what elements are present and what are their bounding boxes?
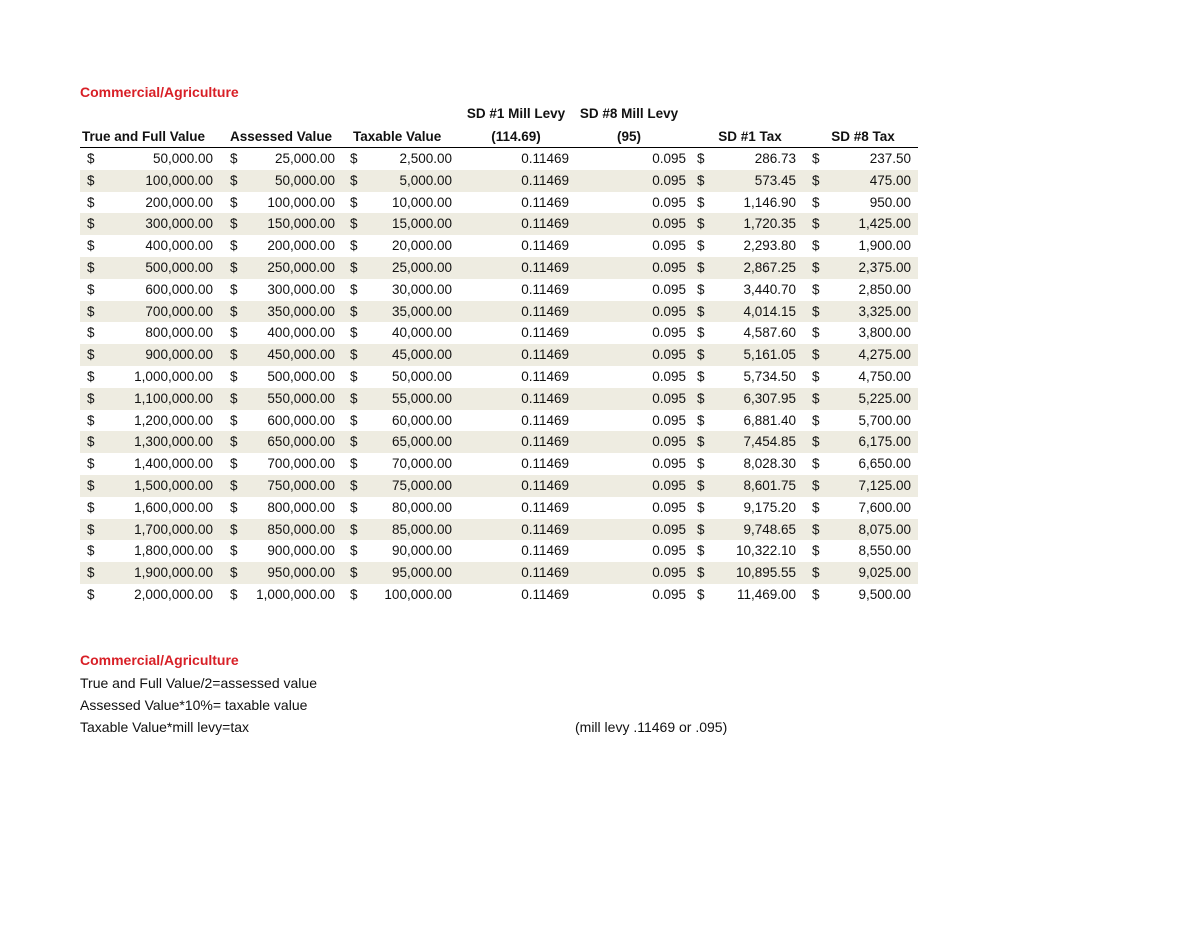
cell-sd8-tax: 3,325.00 bbox=[858, 303, 911, 319]
cell-sd1-tax: 6,307.95 bbox=[743, 390, 796, 406]
currency-symbol: $ bbox=[812, 303, 820, 319]
table-row bbox=[80, 322, 918, 344]
currency-symbol: $ bbox=[697, 347, 705, 363]
cell-sd8-levy: 0.095 bbox=[652, 368, 686, 384]
cell-sd1-tax: 4,014.15 bbox=[743, 303, 796, 319]
currency-symbol: $ bbox=[87, 565, 95, 581]
currency-symbol: $ bbox=[87, 347, 95, 363]
currency-symbol: $ bbox=[812, 412, 820, 428]
cell-sd1-tax: 6,881.40 bbox=[743, 412, 796, 428]
currency-symbol: $ bbox=[87, 325, 95, 341]
currency-symbol: $ bbox=[697, 216, 705, 232]
cell-sd1-levy: 0.11469 bbox=[521, 586, 569, 602]
currency-symbol: $ bbox=[697, 521, 705, 537]
currency-symbol: $ bbox=[350, 477, 358, 493]
table-row bbox=[80, 344, 918, 366]
currency-symbol: $ bbox=[230, 325, 238, 341]
table-row bbox=[80, 584, 918, 606]
cell-assessed-value: 100,000.00 bbox=[267, 194, 335, 210]
cell-sd8-tax: 237.50 bbox=[869, 151, 911, 166]
table-row bbox=[80, 257, 918, 279]
cell-sd8-tax: 3,800.00 bbox=[858, 325, 911, 341]
currency-symbol: $ bbox=[350, 194, 358, 210]
currency-symbol: $ bbox=[350, 521, 358, 537]
cell-taxable-value: 65,000.00 bbox=[391, 434, 452, 450]
currency-symbol: $ bbox=[230, 499, 238, 515]
cell-taxable-value: 20,000.00 bbox=[391, 238, 452, 254]
currency-symbol: $ bbox=[350, 347, 358, 363]
currency-symbol: $ bbox=[812, 238, 820, 254]
cell-assessed-value: 550,000.00 bbox=[267, 390, 335, 406]
cell-true-full-value: 400,000.00 bbox=[145, 238, 213, 254]
notes-title: Commercial/Agriculture bbox=[80, 652, 239, 668]
table-row bbox=[80, 213, 918, 235]
cell-sd8-levy: 0.095 bbox=[652, 521, 686, 537]
currency-symbol: $ bbox=[697, 390, 705, 406]
cell-assessed-value: 500,000.00 bbox=[267, 368, 335, 384]
currency-symbol: $ bbox=[87, 499, 95, 515]
cell-sd8-tax: 6,650.00 bbox=[858, 456, 911, 472]
cell-sd8-levy: 0.095 bbox=[652, 543, 686, 559]
cell-sd8-tax: 475.00 bbox=[869, 172, 911, 188]
cell-sd8-levy: 0.095 bbox=[652, 325, 686, 341]
table-row bbox=[80, 301, 918, 323]
currency-symbol: $ bbox=[87, 216, 95, 232]
cell-sd8-levy: 0.095 bbox=[652, 303, 686, 319]
cell-sd1-tax: 11,469.00 bbox=[736, 586, 796, 602]
cell-sd8-tax: 8,550.00 bbox=[858, 543, 911, 559]
currency-symbol: $ bbox=[350, 259, 358, 275]
cell-sd8-levy: 0.095 bbox=[652, 172, 686, 188]
cell-sd1-levy: 0.11469 bbox=[521, 281, 569, 297]
currency-symbol: $ bbox=[230, 412, 238, 428]
cell-assessed-value: 1,000,000.00 bbox=[256, 586, 335, 602]
table-row bbox=[80, 192, 918, 214]
cell-taxable-value: 40,000.00 bbox=[391, 325, 452, 341]
currency-symbol: $ bbox=[697, 434, 705, 450]
cell-true-full-value: 1,900,000.00 bbox=[134, 565, 213, 581]
cell-sd8-tax: 9,025.00 bbox=[858, 565, 911, 581]
cell-true-full-value: 50,000.00 bbox=[152, 151, 213, 166]
cell-sd8-levy: 0.095 bbox=[652, 456, 686, 472]
cell-sd1-levy: 0.11469 bbox=[521, 325, 569, 341]
currency-symbol: $ bbox=[812, 477, 820, 493]
cell-assessed-value: 250,000.00 bbox=[267, 259, 335, 275]
cell-sd1-levy: 0.11469 bbox=[521, 390, 569, 406]
table-row bbox=[80, 431, 918, 453]
currency-symbol: $ bbox=[87, 390, 95, 406]
currency-symbol: $ bbox=[812, 216, 820, 232]
cell-taxable-value: 25,000.00 bbox=[391, 259, 452, 275]
cell-assessed-value: 25,000.00 bbox=[274, 151, 335, 166]
currency-symbol: $ bbox=[87, 151, 95, 166]
cell-sd1-tax: 9,748.65 bbox=[743, 521, 796, 537]
cell-sd1-tax: 8,028.30 bbox=[743, 456, 796, 472]
cell-true-full-value: 300,000.00 bbox=[145, 216, 213, 232]
cell-true-full-value: 1,500,000.00 bbox=[134, 477, 213, 493]
cell-taxable-value: 80,000.00 bbox=[391, 499, 452, 515]
currency-symbol: $ bbox=[230, 238, 238, 254]
cell-sd8-tax: 7,125.00 bbox=[858, 477, 911, 493]
cell-sd1-tax: 5,161.05 bbox=[743, 347, 796, 363]
currency-symbol: $ bbox=[697, 565, 705, 581]
cell-sd1-levy: 0.11469 bbox=[521, 368, 569, 384]
currency-symbol: $ bbox=[230, 151, 238, 166]
currency-symbol: $ bbox=[350, 281, 358, 297]
cell-true-full-value: 600,000.00 bbox=[145, 281, 213, 297]
currency-symbol: $ bbox=[350, 151, 358, 166]
currency-symbol: $ bbox=[230, 434, 238, 450]
cell-taxable-value: 45,000.00 bbox=[391, 347, 452, 363]
cell-assessed-value: 300,000.00 bbox=[267, 281, 335, 297]
currency-symbol: $ bbox=[350, 238, 358, 254]
cell-sd1-levy: 0.11469 bbox=[521, 477, 569, 493]
cell-true-full-value: 2,000,000.00 bbox=[134, 586, 213, 602]
cell-sd8-tax: 4,275.00 bbox=[858, 347, 911, 363]
currency-symbol: $ bbox=[350, 434, 358, 450]
table-row bbox=[80, 170, 918, 192]
cell-true-full-value: 900,000.00 bbox=[145, 347, 213, 363]
table-row bbox=[80, 519, 918, 541]
cell-assessed-value: 950,000.00 bbox=[267, 565, 335, 581]
cell-taxable-value: 90,000.00 bbox=[391, 543, 452, 559]
cell-sd8-levy: 0.095 bbox=[652, 412, 686, 428]
table-row bbox=[80, 562, 918, 584]
cell-sd1-levy: 0.11469 bbox=[521, 456, 569, 472]
currency-symbol: $ bbox=[697, 281, 705, 297]
cell-sd8-tax: 5,225.00 bbox=[858, 390, 911, 406]
currency-symbol: $ bbox=[87, 521, 95, 537]
currency-symbol: $ bbox=[350, 325, 358, 341]
cell-taxable-value: 2,500.00 bbox=[399, 151, 452, 166]
currency-symbol: $ bbox=[87, 368, 95, 384]
cell-sd8-levy: 0.095 bbox=[652, 499, 686, 515]
cell-sd1-levy: 0.11469 bbox=[521, 543, 569, 559]
currency-symbol: $ bbox=[812, 390, 820, 406]
currency-symbol: $ bbox=[697, 456, 705, 472]
cell-taxable-value: 15,000.00 bbox=[391, 216, 452, 232]
cell-sd1-levy: 0.11469 bbox=[521, 259, 569, 275]
currency-symbol: $ bbox=[697, 368, 705, 384]
cell-sd1-levy: 0.11469 bbox=[521, 565, 569, 581]
cell-true-full-value: 1,300,000.00 bbox=[134, 434, 213, 450]
currency-symbol: $ bbox=[87, 586, 95, 602]
cell-sd1-levy: 0.11469 bbox=[521, 172, 569, 188]
header-true-full-value: True and Full Value bbox=[82, 129, 206, 144]
table-row bbox=[80, 453, 918, 475]
cell-true-full-value: 1,000,000.00 bbox=[134, 368, 213, 384]
cell-sd8-levy: 0.095 bbox=[652, 216, 686, 232]
cell-sd1-levy: 0.11469 bbox=[521, 347, 569, 363]
currency-symbol: $ bbox=[697, 325, 705, 341]
currency-symbol: $ bbox=[230, 477, 238, 493]
section-title: Commercial/Agriculture bbox=[80, 84, 239, 100]
currency-symbol: $ bbox=[230, 259, 238, 275]
currency-symbol: $ bbox=[230, 347, 238, 363]
cell-true-full-value: 500,000.00 bbox=[145, 259, 213, 275]
cell-true-full-value: 1,200,000.00 bbox=[134, 412, 213, 428]
currency-symbol: $ bbox=[87, 281, 95, 297]
cell-sd8-levy: 0.095 bbox=[652, 434, 686, 450]
cell-taxable-value: 30,000.00 bbox=[391, 281, 452, 297]
cell-true-full-value: 1,600,000.00 bbox=[134, 499, 213, 515]
table-row bbox=[80, 497, 918, 519]
cell-sd1-levy: 0.11469 bbox=[521, 434, 569, 450]
cell-assessed-value: 150,000.00 bbox=[267, 216, 335, 232]
cell-assessed-value: 600,000.00 bbox=[267, 412, 335, 428]
cell-true-full-value: 1,100,000.00 bbox=[134, 390, 213, 406]
cell-assessed-value: 400,000.00 bbox=[267, 325, 335, 341]
currency-symbol: $ bbox=[230, 521, 238, 537]
cell-assessed-value: 50,000.00 bbox=[274, 172, 335, 188]
currency-symbol: $ bbox=[230, 390, 238, 406]
table-row bbox=[80, 410, 918, 432]
table-row bbox=[80, 366, 918, 388]
table-row bbox=[80, 148, 918, 170]
currency-symbol: $ bbox=[697, 238, 705, 254]
cell-sd1-levy: 0.11469 bbox=[521, 499, 569, 515]
cell-sd1-tax: 286.73 bbox=[754, 151, 796, 166]
cell-sd1-levy: 0.11469 bbox=[521, 238, 569, 254]
cell-assessed-value: 900,000.00 bbox=[267, 543, 335, 559]
cell-sd1-tax: 10,895.55 bbox=[735, 565, 796, 581]
cell-sd1-tax: 3,440.70 bbox=[743, 281, 796, 297]
currency-symbol: $ bbox=[350, 303, 358, 319]
currency-symbol: $ bbox=[87, 456, 95, 472]
currency-symbol: $ bbox=[350, 586, 358, 602]
cell-sd8-levy: 0.095 bbox=[652, 259, 686, 275]
currency-symbol: $ bbox=[230, 456, 238, 472]
cell-taxable-value: 100,000.00 bbox=[384, 586, 452, 602]
currency-symbol: $ bbox=[350, 565, 358, 581]
currency-symbol: $ bbox=[697, 303, 705, 319]
currency-symbol: $ bbox=[230, 368, 238, 384]
currency-symbol: $ bbox=[350, 368, 358, 384]
cell-assessed-value: 850,000.00 bbox=[267, 521, 335, 537]
cell-sd8-tax: 1,425.00 bbox=[858, 216, 911, 232]
cell-sd1-tax: 2,867.25 bbox=[743, 259, 796, 275]
currency-symbol: $ bbox=[230, 172, 238, 188]
currency-symbol: $ bbox=[812, 281, 820, 297]
currency-symbol: $ bbox=[87, 172, 95, 188]
cell-sd8-tax: 4,750.00 bbox=[858, 368, 911, 384]
currency-symbol: $ bbox=[230, 216, 238, 232]
cell-true-full-value: 1,700,000.00 bbox=[134, 521, 213, 537]
cell-taxable-value: 35,000.00 bbox=[391, 303, 452, 319]
cell-taxable-value: 95,000.00 bbox=[391, 565, 452, 581]
table-row bbox=[80, 279, 918, 301]
cell-sd8-levy: 0.095 bbox=[652, 565, 686, 581]
cell-sd8-levy: 0.095 bbox=[652, 151, 686, 166]
cell-sd8-tax: 1,900.00 bbox=[858, 238, 911, 254]
currency-symbol: $ bbox=[230, 565, 238, 581]
currency-symbol: $ bbox=[812, 325, 820, 341]
currency-symbol: $ bbox=[812, 456, 820, 472]
cell-sd8-tax: 950.00 bbox=[869, 194, 911, 210]
cell-sd8-tax: 9,500.00 bbox=[858, 586, 911, 602]
cell-sd1-levy: 0.11469 bbox=[521, 151, 569, 166]
currency-symbol: $ bbox=[812, 543, 820, 559]
header-sd1-tax: SD #1 Tax bbox=[718, 129, 782, 144]
currency-symbol: $ bbox=[812, 434, 820, 450]
cell-sd1-levy: 0.11469 bbox=[521, 521, 569, 537]
cell-taxable-value: 5,000.00 bbox=[399, 172, 452, 188]
tax-table bbox=[80, 148, 918, 606]
header-sd1-levy-value: (114.69) bbox=[491, 129, 541, 144]
currency-symbol: $ bbox=[230, 194, 238, 210]
cell-sd1-levy: 0.11469 bbox=[521, 303, 569, 319]
cell-sd8-tax: 7,600.00 bbox=[858, 499, 911, 515]
currency-symbol: $ bbox=[812, 521, 820, 537]
currency-symbol: $ bbox=[697, 477, 705, 493]
note-line: Taxable Value*mill levy=tax bbox=[80, 719, 249, 735]
cell-taxable-value: 60,000.00 bbox=[391, 412, 452, 428]
cell-sd1-levy: 0.11469 bbox=[521, 216, 569, 232]
currency-symbol: $ bbox=[350, 216, 358, 232]
currency-symbol: $ bbox=[87, 303, 95, 319]
cell-true-full-value: 200,000.00 bbox=[145, 194, 213, 210]
cell-true-full-value: 700,000.00 bbox=[145, 303, 213, 319]
header-sd1-levy: SD #1 Mill Levy bbox=[466, 106, 566, 121]
cell-sd1-tax: 4,587.60 bbox=[743, 325, 796, 341]
note-line: True and Full Value/2=assessed value bbox=[80, 675, 317, 691]
cell-sd1-tax: 8,601.75 bbox=[743, 477, 796, 493]
cell-taxable-value: 10,000.00 bbox=[391, 194, 452, 210]
header-sd8-levy-value: (95) bbox=[616, 129, 641, 144]
currency-symbol: $ bbox=[350, 390, 358, 406]
currency-symbol: $ bbox=[230, 543, 238, 559]
currency-symbol: $ bbox=[87, 259, 95, 275]
currency-symbol: $ bbox=[812, 194, 820, 210]
cell-sd8-tax: 8,075.00 bbox=[858, 521, 911, 537]
currency-symbol: $ bbox=[697, 172, 705, 188]
cell-assessed-value: 200,000.00 bbox=[267, 238, 335, 254]
currency-symbol: $ bbox=[350, 543, 358, 559]
levy-note: (mill levy .11469 or .095) bbox=[575, 719, 728, 735]
cell-assessed-value: 800,000.00 bbox=[267, 499, 335, 515]
header-sd8-levy: SD #8 Mill Levy bbox=[579, 106, 679, 121]
cell-sd8-levy: 0.095 bbox=[652, 586, 686, 602]
cell-sd8-levy: 0.095 bbox=[652, 194, 686, 210]
currency-symbol: $ bbox=[350, 412, 358, 428]
cell-true-full-value: 1,800,000.00 bbox=[134, 543, 213, 559]
currency-symbol: $ bbox=[812, 172, 820, 188]
cell-sd8-tax: 2,850.00 bbox=[858, 281, 911, 297]
cell-assessed-value: 750,000.00 bbox=[267, 477, 335, 493]
currency-symbol: $ bbox=[87, 477, 95, 493]
cell-taxable-value: 70,000.00 bbox=[391, 456, 452, 472]
cell-taxable-value: 50,000.00 bbox=[391, 368, 452, 384]
cell-sd1-tax: 573.45 bbox=[754, 172, 796, 188]
cell-sd1-tax: 2,293.80 bbox=[743, 238, 796, 254]
currency-symbol: $ bbox=[87, 194, 95, 210]
currency-symbol: $ bbox=[697, 151, 705, 166]
header-sd8-tax: SD #8 Tax bbox=[831, 129, 895, 144]
cell-sd1-tax: 1,146.90 bbox=[743, 194, 796, 210]
currency-symbol: $ bbox=[697, 499, 705, 515]
cell-sd1-tax: 7,454.85 bbox=[743, 434, 796, 450]
cell-assessed-value: 650,000.00 bbox=[267, 434, 335, 450]
currency-symbol: $ bbox=[87, 412, 95, 428]
cell-sd8-levy: 0.095 bbox=[652, 347, 686, 363]
cell-sd1-tax: 10,322.10 bbox=[735, 543, 796, 559]
currency-symbol: $ bbox=[230, 281, 238, 297]
cell-true-full-value: 100,000.00 bbox=[145, 172, 213, 188]
table-row bbox=[80, 475, 918, 497]
cell-sd8-levy: 0.095 bbox=[652, 281, 686, 297]
currency-symbol: $ bbox=[812, 368, 820, 384]
currency-symbol: $ bbox=[697, 586, 705, 602]
currency-symbol: $ bbox=[87, 543, 95, 559]
cell-sd1-levy: 0.11469 bbox=[521, 412, 569, 428]
currency-symbol: $ bbox=[87, 238, 95, 254]
currency-symbol: $ bbox=[697, 194, 705, 210]
currency-symbol: $ bbox=[812, 499, 820, 515]
cell-sd1-tax: 5,734.50 bbox=[743, 368, 796, 384]
header-taxable-value: Taxable Value bbox=[353, 129, 442, 144]
table-row bbox=[80, 540, 918, 562]
cell-true-full-value: 1,400,000.00 bbox=[134, 456, 213, 472]
currency-symbol: $ bbox=[230, 586, 238, 602]
cell-sd8-tax: 2,375.00 bbox=[858, 259, 911, 275]
cell-sd1-tax: 1,720.35 bbox=[743, 216, 796, 232]
currency-symbol: $ bbox=[697, 543, 705, 559]
cell-sd8-levy: 0.095 bbox=[652, 238, 686, 254]
cell-sd8-levy: 0.095 bbox=[652, 477, 686, 493]
currency-symbol: $ bbox=[87, 434, 95, 450]
currency-symbol: $ bbox=[812, 259, 820, 275]
cell-assessed-value: 350,000.00 bbox=[267, 303, 335, 319]
note-line: Assessed Value*10%= taxable value bbox=[80, 697, 308, 713]
table-row bbox=[80, 388, 918, 410]
header-assessed-value: Assessed Value bbox=[230, 129, 333, 144]
cell-true-full-value: 800,000.00 bbox=[145, 325, 213, 341]
cell-assessed-value: 700,000.00 bbox=[267, 456, 335, 472]
currency-symbol: $ bbox=[697, 259, 705, 275]
currency-symbol: $ bbox=[812, 565, 820, 581]
currency-symbol: $ bbox=[350, 172, 358, 188]
cell-sd1-tax: 9,175.20 bbox=[743, 499, 796, 515]
cell-taxable-value: 75,000.00 bbox=[391, 477, 452, 493]
cell-assessed-value: 450,000.00 bbox=[267, 347, 335, 363]
table-row bbox=[80, 235, 918, 257]
cell-sd1-levy: 0.11469 bbox=[521, 194, 569, 210]
currency-symbol: $ bbox=[812, 347, 820, 363]
currency-symbol: $ bbox=[812, 586, 820, 602]
currency-symbol: $ bbox=[350, 456, 358, 472]
cell-sd8-levy: 0.095 bbox=[652, 390, 686, 406]
cell-taxable-value: 55,000.00 bbox=[391, 390, 452, 406]
cell-taxable-value: 85,000.00 bbox=[391, 521, 452, 537]
currency-symbol: $ bbox=[350, 499, 358, 515]
currency-symbol: $ bbox=[697, 412, 705, 428]
cell-sd8-tax: 6,175.00 bbox=[858, 434, 911, 450]
currency-symbol: $ bbox=[230, 303, 238, 319]
currency-symbol: $ bbox=[812, 151, 820, 166]
cell-sd8-tax: 5,700.00 bbox=[858, 412, 911, 428]
